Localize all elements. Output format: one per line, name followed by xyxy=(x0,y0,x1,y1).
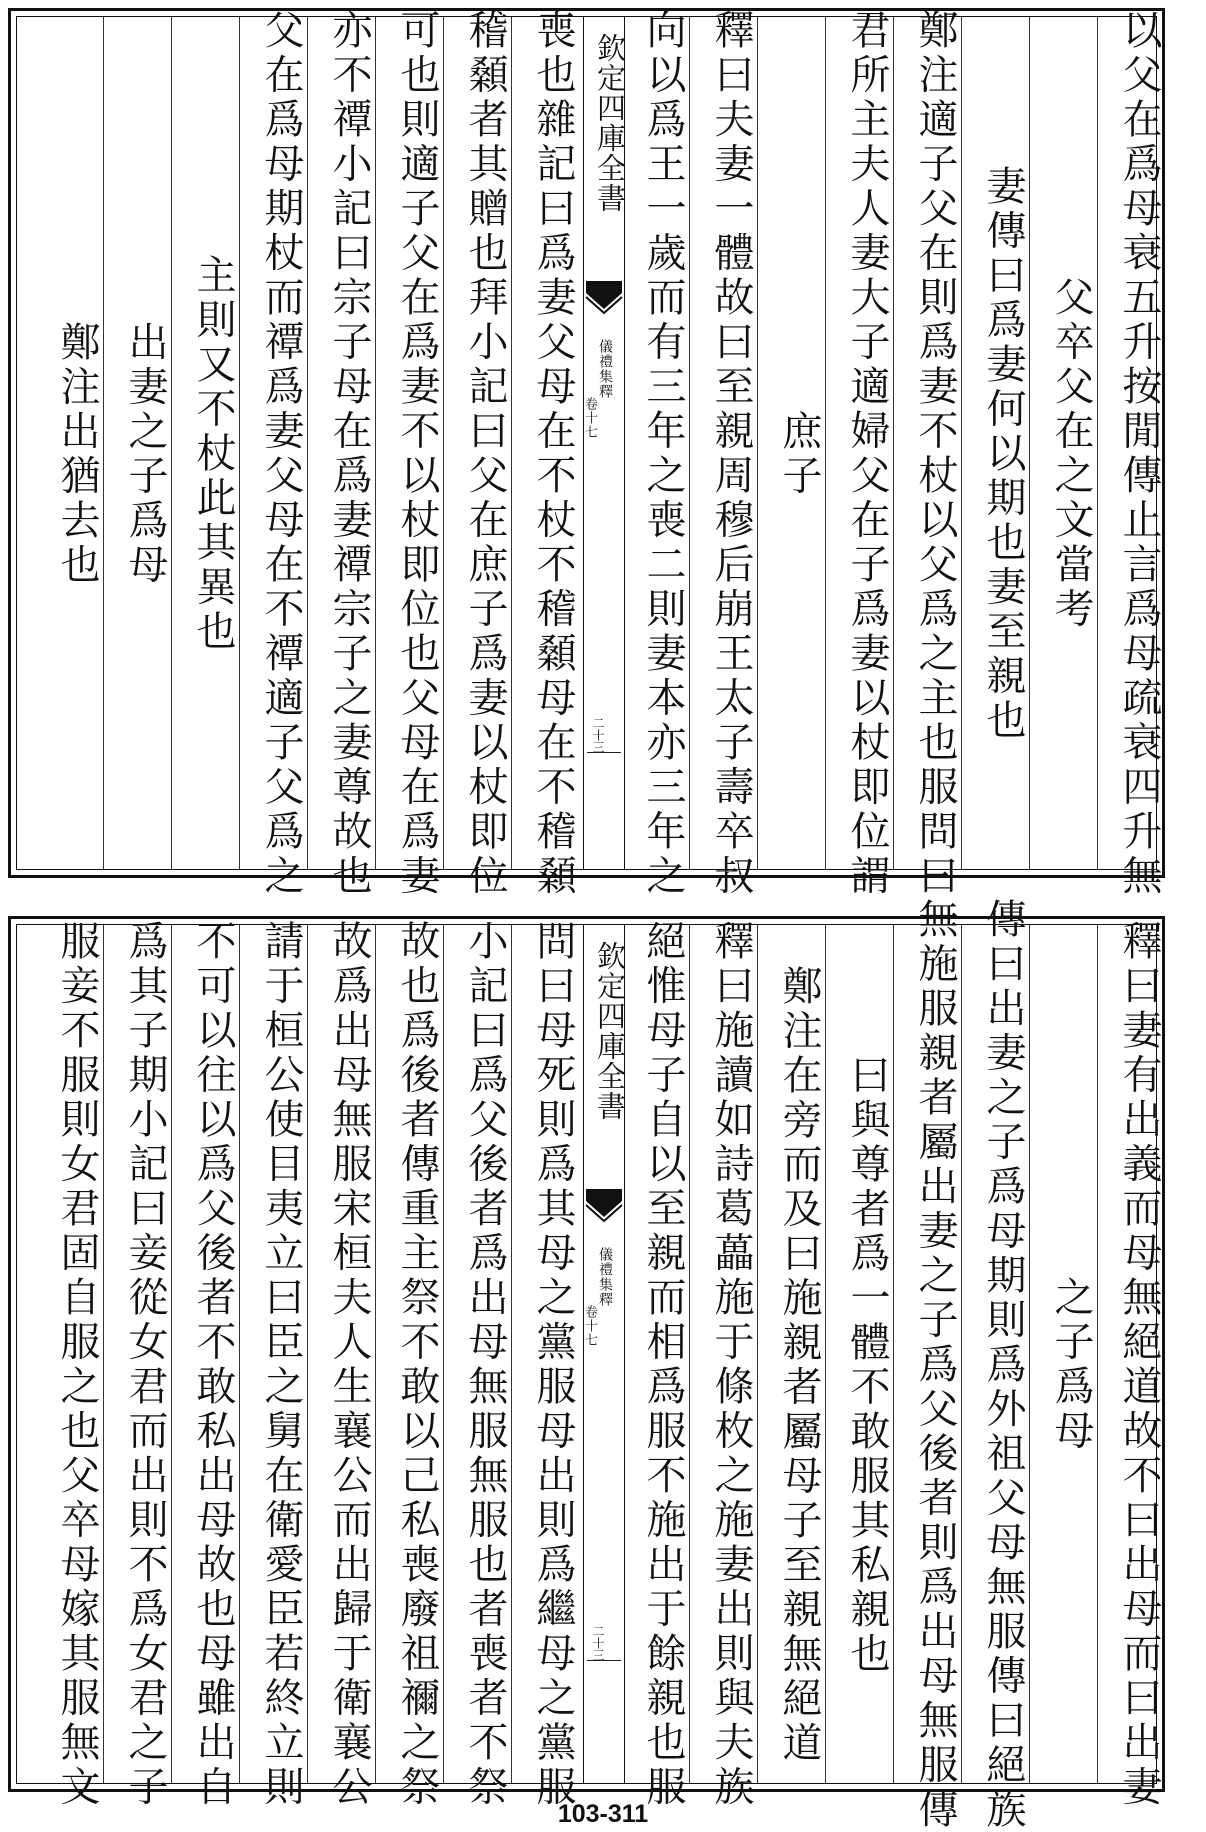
text-column: 問曰母死則爲其母之黨服母出則爲繼母之黨服 xyxy=(530,920,576,1810)
text-column: 主則又不杖此其異也 xyxy=(190,253,236,655)
column-rule xyxy=(239,17,240,869)
text-column: 傳曰出妻之子爲母期則爲外祖父母無服傳曰絕族 xyxy=(980,897,1026,1832)
column-rule xyxy=(893,17,894,869)
column-rule xyxy=(757,925,758,1783)
page-number: 103-311 xyxy=(557,1800,649,1828)
text-column: 釋曰妻有出義而母無絕道故不曰出母而曰出妻 xyxy=(1116,920,1162,1810)
center-strip xyxy=(583,17,625,869)
column-rule xyxy=(757,17,758,869)
text-column: 稽顙者其贈也拜小記曰父在庶子爲妻以杖即位 xyxy=(462,9,508,899)
text-column: 庶子 xyxy=(776,409,822,499)
column-rule xyxy=(1097,17,1098,869)
text-column: 爲其子期小記曰妾從女君而出則不爲女君之子 xyxy=(122,920,168,1810)
text-column: 服妾不服則女君固自服之也父卒母嫁其服無文 xyxy=(54,920,100,1810)
text-column: 故爲出母無服宋桓夫人生襄公而出歸于衛襄公 xyxy=(326,920,372,1810)
column-rule xyxy=(103,17,104,869)
column-rule xyxy=(689,925,690,1783)
text-column: 鄭注在旁而及曰施親者屬母子至親無絕道 xyxy=(776,964,822,1766)
fishtail-mark-icon xyxy=(584,279,624,317)
column-rule xyxy=(1029,925,1030,1783)
column-rule xyxy=(307,17,308,869)
column-rule xyxy=(375,925,376,1783)
text-column: 可也則適子父在爲妻不以杖即位也父母在爲妻 xyxy=(394,9,440,899)
column-rule xyxy=(511,925,512,1783)
text-column: 絕惟母子自以至親而相爲服不施出于餘親也服 xyxy=(640,920,686,1810)
column-rule xyxy=(443,17,444,869)
text-column: 小記曰爲父後者爲出母無服無服也者喪者不祭 xyxy=(462,920,508,1810)
column-rule xyxy=(239,925,240,1783)
text-column: 以父在爲母衰五升按閒傳止言爲母疏衰四升無 xyxy=(1116,9,1162,899)
text-column: 鄭注適子父在則爲妻不杖以父爲之主也服問曰 xyxy=(912,9,958,899)
column-rule xyxy=(443,925,444,1783)
text-column: 父在爲母期杖而禫爲妻父母在不禫適子父爲之 xyxy=(258,9,304,899)
column-rule xyxy=(103,925,104,1783)
text-column: 君所主夫人妻大子適婦父在子爲妻以杖即位謂 xyxy=(844,9,890,899)
column-rule xyxy=(307,925,308,1783)
text-column: 向以爲王一歲而有三年之喪二則妻本亦三年之 xyxy=(640,9,686,899)
column-rule xyxy=(171,17,172,869)
column-rule xyxy=(511,17,512,869)
column-rule xyxy=(689,17,690,869)
column-rule xyxy=(171,925,172,1783)
text-column: 請于桓公使目夷立曰臣之舅在衛愛臣若終立則 xyxy=(258,920,304,1810)
column-rule xyxy=(1097,925,1098,1783)
fishtail-mark-icon xyxy=(584,1187,624,1225)
book-title: 儀禮集釋 xyxy=(597,1247,613,1307)
collection-title: 欽定四庫全書 xyxy=(593,941,627,1121)
text-column: 不可以往以爲父後者不敢私出母故也母雖出自 xyxy=(190,920,236,1810)
text-column: 妻傳曰爲妻何以期也妻至親也 xyxy=(980,164,1026,744)
column-rule xyxy=(375,17,376,869)
column-rule xyxy=(825,925,826,1783)
book-title: 儀禮集釋 xyxy=(597,339,613,399)
text-column: 釋曰施讀如詩葛藟施于條枚之施妻出則與夫族 xyxy=(708,920,754,1810)
text-column: 喪也雜記曰爲妻父母在不杖不稽顙母在不稽顙 xyxy=(530,9,576,899)
leaf-number: 二十三 xyxy=(591,1625,605,1661)
text-column: 出妻之子爲母 xyxy=(122,320,168,588)
collection-title: 欽定四庫全書 xyxy=(593,33,627,213)
chapter-label: 卷十七 xyxy=(582,397,597,439)
top-page xyxy=(8,8,1165,899)
column-rule xyxy=(961,17,962,869)
column-rule xyxy=(1029,17,1030,869)
leaf-number: 二十三 xyxy=(591,717,605,753)
leaf-rule xyxy=(587,752,621,753)
text-column: 無施服親者屬出妻之子爲父後者則爲出母無服傳 xyxy=(912,897,958,1832)
text-column: 父卒父在之文當考 xyxy=(1048,276,1094,632)
text-column: 曰與尊者爲一體不敢服其私親也 xyxy=(844,1053,890,1677)
top-page-frame xyxy=(16,9,1162,899)
text-column: 故也爲後者傳重主祭不敢以己私喪廢祖禰之祭 xyxy=(394,920,440,1810)
text-column: 亦不禫小記曰宗子母在爲妻禫宗子之妻尊故也 xyxy=(326,9,372,899)
column-rule xyxy=(893,925,894,1783)
text-column: 之子爲母 xyxy=(1048,1276,1094,1454)
column-rule xyxy=(961,925,962,1783)
chapter-label: 卷十七 xyxy=(582,1305,597,1347)
center-strip xyxy=(583,925,625,1783)
text-column: 釋曰夫妻一體故曰至親周穆后崩王太子壽卒叔 xyxy=(708,9,754,899)
column-rule xyxy=(825,17,826,869)
text-column: 鄭注出猶去也 xyxy=(54,320,100,588)
leaf-rule xyxy=(587,1660,621,1661)
